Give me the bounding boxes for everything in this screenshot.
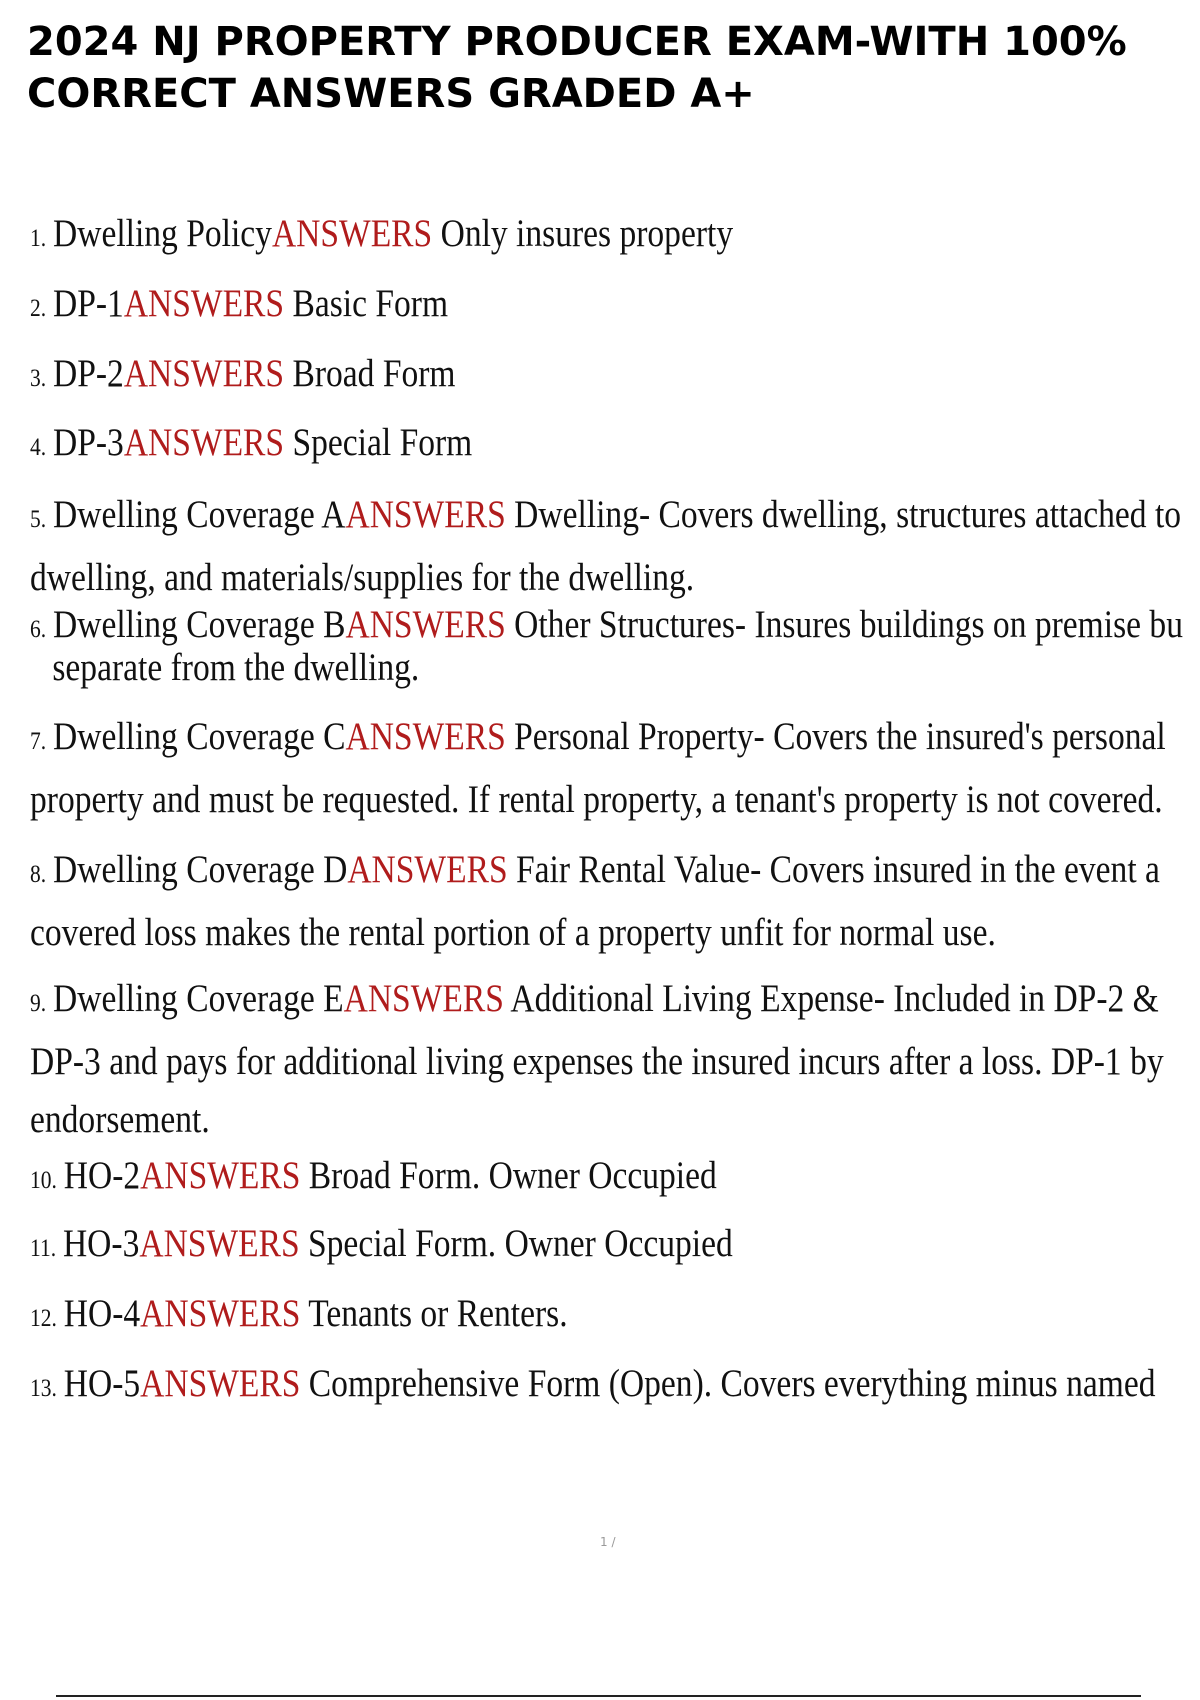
item-answer: Personal Property- Covers the insured's personal bbox=[505, 715, 1166, 758]
item-number: 3. bbox=[30, 365, 47, 392]
item-continuation: DP-3 and pays for additional living expenses the insured incurs after a loss. DP-1 by bbox=[30, 1040, 1164, 1083]
item-continuation-2: endorsement. bbox=[30, 1098, 210, 1141]
item-number: 2. bbox=[30, 295, 47, 322]
item-number: 12. bbox=[30, 1305, 57, 1332]
answers-keyword: ANSWERS bbox=[140, 1292, 301, 1335]
answers-keyword: ANSWERS bbox=[345, 603, 506, 646]
item-number: 4. bbox=[30, 434, 47, 461]
item-term: Dwelling Coverage A bbox=[53, 493, 346, 536]
item-term: Dwelling Coverage E bbox=[53, 977, 344, 1020]
item-number: 8. bbox=[30, 861, 47, 888]
title-line-2: CORRECT ANSWERS GRADED A+ bbox=[27, 71, 755, 117]
item-continuation: separate from the dwelling. bbox=[52, 646, 420, 689]
item-term: HO-4 bbox=[63, 1292, 141, 1335]
qa-item-3 bbox=[30, 345, 1032, 408]
item-answer: Other Structures- Insures buildings on premise bu bbox=[505, 603, 1183, 646]
answers-keyword: ANSWERS bbox=[345, 493, 506, 536]
item-term: Dwelling Coverage B bbox=[53, 603, 346, 646]
item-answer: Dwelling- Covers dwelling, structures attached to bbox=[505, 493, 1182, 536]
item-continuation: dwelling, and materials/supplies for the dwelling. bbox=[30, 556, 695, 599]
item-number: 1. bbox=[30, 225, 47, 252]
item-number: 13. bbox=[30, 1375, 57, 1402]
qa-item-6 bbox=[30, 603, 1183, 689]
answers-keyword: ANSWERS bbox=[343, 977, 504, 1020]
footer-divider bbox=[56, 1695, 1141, 1697]
item-number: 7. bbox=[30, 728, 47, 755]
item-term: Dwelling Policy bbox=[53, 212, 272, 255]
item-answer: Basic Form bbox=[284, 282, 449, 325]
qa-item-9 bbox=[30, 970, 1164, 1149]
item-answer: Broad Form bbox=[284, 352, 456, 395]
item-term: HO-2 bbox=[63, 1154, 141, 1197]
qa-item-5 bbox=[30, 486, 1182, 607]
item-answer: Special Form bbox=[284, 421, 473, 464]
item-answer: Tenants or Renters. bbox=[300, 1292, 568, 1335]
qa-item-10 bbox=[30, 1147, 1032, 1210]
qa-item-13 bbox=[30, 1355, 1156, 1418]
qa-item-1 bbox=[30, 205, 1032, 268]
answers-keyword: ANSWERS bbox=[271, 212, 433, 255]
qa-item-2 bbox=[30, 275, 1032, 338]
answers-keyword: ANSWERS bbox=[345, 715, 506, 758]
item-answer: Comprehensive Form (Open). Covers everything minus named bbox=[300, 1362, 1156, 1405]
qa-item-4 bbox=[30, 414, 1032, 477]
item-term: Dwelling Coverage D bbox=[53, 848, 348, 891]
page-number-marker: 1 / bbox=[600, 1535, 616, 1549]
item-number: 10. bbox=[30, 1167, 57, 1194]
item-number: 6. bbox=[30, 616, 47, 643]
item-answer: Fair Rental Value- Covers insured in the event a bbox=[507, 848, 1160, 891]
item-term: DP-2 bbox=[53, 352, 124, 395]
item-continuation: property and must be requested. If rental property, a tenant's property is not covered. bbox=[30, 778, 1163, 821]
title-line-1: 2024 NJ PROPERTY PRODUCER EXAM-WITH 100% bbox=[27, 19, 1127, 65]
item-term: HO-5 bbox=[63, 1362, 141, 1405]
item-number: 9. bbox=[30, 990, 47, 1017]
item-term: DP-3 bbox=[53, 421, 124, 464]
answers-keyword: ANSWERS bbox=[140, 1362, 301, 1405]
answers-keyword: ANSWERS bbox=[123, 421, 285, 464]
item-answer: Additional Living Expense- Included in DP-2 & bbox=[503, 977, 1159, 1020]
qa-item-8 bbox=[30, 841, 1160, 962]
item-answer: Broad Form. Owner Occupied bbox=[300, 1154, 717, 1197]
qa-item-12 bbox=[30, 1285, 1032, 1348]
item-answer: Special Form. Owner Occupied bbox=[299, 1222, 733, 1265]
item-continuation: covered loss makes the rental portion of a property unfit for normal use. bbox=[30, 911, 996, 954]
answers-keyword: ANSWERS bbox=[139, 1222, 300, 1265]
answers-keyword: ANSWERS bbox=[123, 282, 285, 325]
qa-item-11 bbox=[30, 1215, 1032, 1278]
qa-item-7 bbox=[30, 708, 1166, 829]
answers-keyword: ANSWERS bbox=[140, 1154, 301, 1197]
item-number: 5. bbox=[30, 506, 47, 533]
item-term: HO-3 bbox=[62, 1222, 140, 1265]
item-answer: Only insures property bbox=[432, 212, 734, 255]
item-term: Dwelling Coverage C bbox=[53, 715, 346, 758]
item-number: 11. bbox=[30, 1235, 57, 1262]
answers-keyword: ANSWERS bbox=[123, 352, 285, 395]
item-term: DP-1 bbox=[53, 282, 124, 325]
answers-keyword: ANSWERS bbox=[347, 848, 508, 891]
